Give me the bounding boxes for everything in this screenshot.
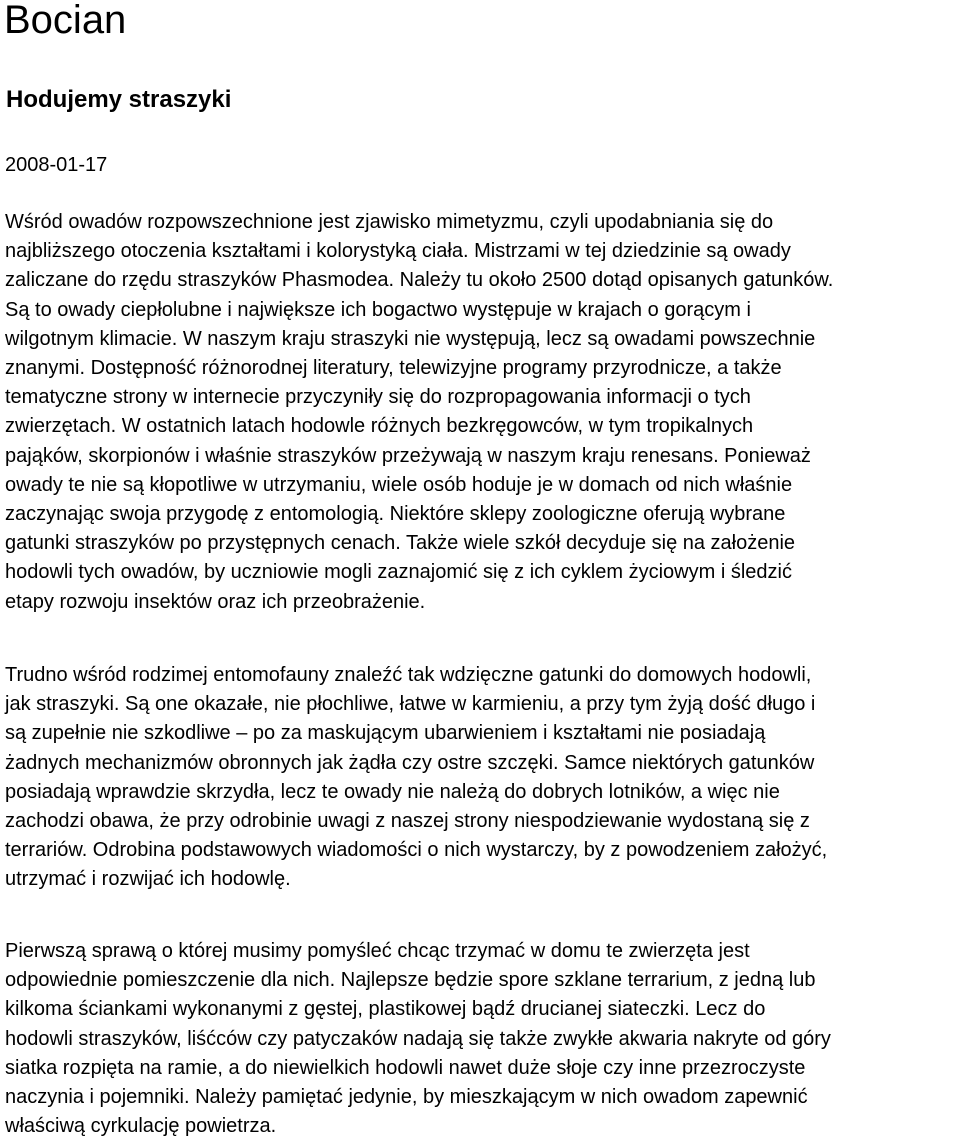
paragraph-line: Wśród owadów rozpowszechnione jest zjawisko mimetyzmu, czyli upodabniania się do (5, 211, 774, 233)
paragraph-line: gatunki straszyków po przystępnych cenach. Także wiele szkół decyduje się na założenie (5, 532, 796, 555)
paragraph-line: właściwą cyrkulację powietrza. (5, 1115, 277, 1138)
paragraph-line: Są to owady ciepłolubne i największe ich bogactwo występuje w krajach o gorącym i (5, 298, 751, 321)
paragraph-line: wilgotnym klimacie. W naszym kraju straszyki nie występują, lecz są owadami powszechnie (5, 327, 816, 350)
paragraph-line: hodowli tych owadów, by uczniowie mogli zaznajomić się z ich cyklem życiowym i śledzić (5, 561, 792, 584)
paragraph-line: posiadają wprawdzie skrzydła, lecz te owady nie należą do dobrych lotników, a więc nie (5, 780, 780, 803)
paragraph-line: utrzymać i rozwijać ich hodowlę. (5, 868, 291, 891)
paragraph-line: Trudno wśród rodzimej entomofauny znaleźć tak wdzięczne gatunki do domowych hodowli, (5, 664, 812, 686)
article-paragraph-1 (5, 208, 833, 617)
paragraph-line: kilkoma ściankami wykonanymi z gęstej, plastikowej bądź drucianej siateczki. Lecz do (5, 998, 766, 1021)
paragraph-line: zwierzętach. W ostatnich latach hodowle różnych bezkręgowców, w tym tropikalnych (5, 415, 754, 438)
article-date: 2008-01-17 (5, 154, 108, 176)
paragraph-line: jak straszyki. Są one okazałe, nie płochliwe, łatwe w karmieniu, a przy tym żyją dość długo i (5, 693, 816, 716)
paragraph-line: tematyczne strony w internecie przyczyniły się do rozpropagowania informacji o tych (5, 386, 751, 409)
article-paragraph-2 (5, 661, 827, 895)
paragraph-line: Pierwszą sprawą o której musimy pomyśleć chcąc trzymać w domu te zwierzęta jest (5, 940, 750, 962)
paragraph-line: odpowiednie pomieszczenie dla nich. Najlepsze będzie spore szklane terrarium, z jedną lub (5, 969, 816, 992)
paragraph-line: owady te nie są kłopotliwe w utrzymaniu, wiele osób hoduje je w domach od nich właśnie (5, 473, 793, 496)
paragraph-line: zaliczane do rzędu straszyków Phasmodea. Należy tu około 2500 dotąd opisanych gatunków. (5, 269, 834, 292)
paragraph-line: etapy rozwoju insektów oraz ich przeobrażenie. (5, 590, 426, 613)
article-title: Hodujemy straszyki (6, 86, 232, 113)
paragraph-line: zachodzi obawa, że przy odrobinie uwagi z naszej strony niespodziewanie wydostaną się z (5, 810, 810, 833)
paragraph-line: żadnych mechanizmów obronnych jak żądła czy ostre szczęki. Samce niektórych gatunków (5, 751, 815, 774)
article-paragraph-3 (5, 937, 831, 1141)
paragraph-line: są zupełnie nie szkodliwe – po za maskującym ubarwieniem i kształtami nie posiadają (5, 722, 766, 745)
paragraph-line: najbliższego otoczenia kształtami i kolorystyką ciała. Mistrzami w tej dziedzinie są owady (5, 240, 791, 263)
paragraph-line: naczynia i pojemniki. Należy pamiętać jedynie, by mieszkającym w nich owadom zapewnić (5, 1086, 808, 1109)
paragraph-line: pająków, skorpionów i właśnie straszyków przeżywają w naszym kraju renesans. Ponieważ (5, 444, 811, 467)
paragraph-line: zaczynając swoja przygodę z entomologią. Niektóre sklepy zoologiczne oferują wybrane (5, 503, 786, 526)
site-title: Bocian (4, 0, 127, 42)
paragraph-line: hodowli straszyków, liśćców czy patyczaków nadają się także zwykłe akwaria nakryte od góry (5, 1027, 831, 1050)
paragraph-line: siatka rozpięta na ramie, a do niewielkich hodowli nawet duże słoje czy inne przezroczyste (5, 1056, 806, 1079)
paragraph-line: terrariów. Odrobina podstawowych wiadomości o nich wystarczy, by z powodzeniem założyć, (5, 839, 828, 862)
paragraph-line: znanymi. Dostępność różnorodnej literatury, telewizyjne programy przyrodnicze, a także (5, 357, 782, 380)
